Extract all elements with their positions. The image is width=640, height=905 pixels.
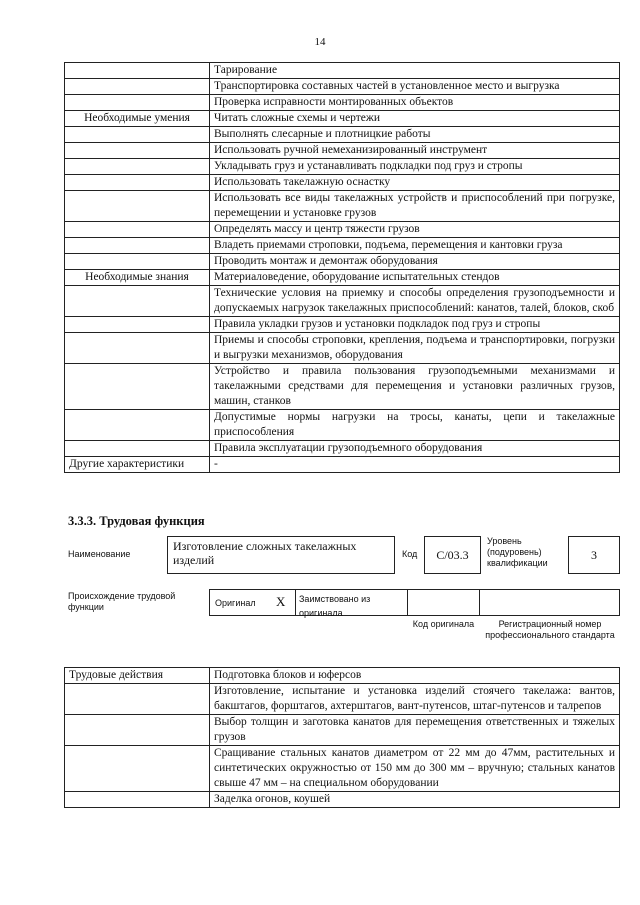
row-label — [65, 143, 210, 159]
original-label: Оригинал — [215, 598, 256, 608]
name-value: Изготовление сложных такелажных изделий — [167, 536, 395, 574]
table-row — [65, 143, 620, 159]
row-item: Использовать все виды такелажных устройств и приспособлений при погрузке, перемещении и установке грузов — [210, 191, 620, 222]
borrowed-cell — [295, 589, 408, 616]
code-original-cell — [407, 589, 480, 616]
row-label — [65, 254, 210, 270]
row-label — [65, 159, 210, 175]
name-label: Наименование — [68, 549, 131, 559]
table-row — [65, 317, 620, 333]
row-label: Необходимые знания — [65, 270, 210, 286]
row-label — [65, 222, 210, 238]
table-row — [65, 364, 620, 410]
row-label — [65, 79, 210, 95]
reg-number-cell — [479, 589, 620, 616]
table-row — [65, 254, 620, 270]
table-row — [65, 95, 620, 111]
row-label — [65, 684, 210, 715]
row-item: Проводить монтаж и демонтаж оборудования — [210, 254, 620, 270]
row-label — [65, 746, 210, 792]
level-label: Уровень (подуровень) квалификации — [487, 536, 548, 568]
table-row — [65, 668, 620, 684]
row-item: Владеть приемами строповки, подъема, перемещения и кантовки груза — [210, 238, 620, 254]
code-value: С/03.3 — [424, 536, 481, 574]
row-label — [65, 715, 210, 746]
row-item: Устройство и правила пользования грузоподъемными механизмами и такелажными средствами для перемещения и установки различных грузов, машин, станков — [210, 364, 620, 410]
table-row — [65, 127, 620, 143]
table-row — [65, 111, 620, 127]
reg-number-label: Регистрационный номер профессионального стандарта — [485, 619, 615, 640]
row-item: Укладывать груз и устанавливать подкладки под груз и стропы — [210, 159, 620, 175]
row-label — [65, 317, 210, 333]
section-title: 3.3.3. Трудовая функция — [68, 514, 205, 528]
original-cell — [209, 589, 296, 616]
row-label — [65, 127, 210, 143]
row-label — [65, 410, 210, 441]
row-label — [65, 333, 210, 364]
table-row — [65, 792, 620, 808]
row-label — [65, 238, 210, 254]
row-item: Материаловедение, оборудование испытательных стендов — [210, 270, 620, 286]
row-label: Необходимые умения — [65, 111, 210, 127]
skills-knowledge-table — [64, 62, 620, 473]
original-mark: X — [276, 594, 286, 609]
code-label: Код — [402, 549, 418, 559]
row-item: - — [210, 457, 620, 473]
row-label — [65, 364, 210, 410]
row-item: Изготовление, испытание и установка изделий стоячего такелажа: вантов, бакштагов, форштагов, ахтерштагов, вант-путенсов, штаг-путенсов и талрепов — [210, 684, 620, 715]
table-row — [65, 222, 620, 238]
table-row — [65, 159, 620, 175]
row-item: Приемы и способы строповки, крепления, подъема и транспортировки, погрузки и выгрузки механизмов, оборудования — [210, 333, 620, 364]
row-label — [65, 95, 210, 111]
borrowed-label: Заимствовано из оригинала — [299, 594, 371, 618]
table-row — [65, 746, 620, 792]
row-item: Допустимые нормы нагрузки на тросы, канаты, цепи и такелажные приспособления — [210, 410, 620, 441]
origin-label: Происхождение трудовой функции — [68, 591, 176, 612]
table-row — [65, 63, 620, 79]
row-item: Выполнять слесарные и плотницкие работы — [210, 127, 620, 143]
row-item: Тарирование — [210, 63, 620, 79]
row-item: Читать сложные схемы и чертежи — [210, 111, 620, 127]
table-row — [65, 79, 620, 95]
code-original-label: Код оригинала — [412, 619, 475, 629]
row-label — [65, 792, 210, 808]
table-row — [65, 175, 620, 191]
row-item: Транспортировка составных частей в установленное место и выгрузка — [210, 79, 620, 95]
table-row — [65, 410, 620, 441]
table-row — [65, 715, 620, 746]
row-label — [65, 175, 210, 191]
table-row — [65, 333, 620, 364]
row-label: Другие характеристики — [65, 457, 210, 473]
row-item: Правила эксплуатации грузоподъемного оборудования — [210, 441, 620, 457]
table-row — [65, 238, 620, 254]
row-label — [65, 63, 210, 79]
row-item: Использовать такелажную оснастку — [210, 175, 620, 191]
page-number: 14 — [314, 36, 326, 48]
table-row — [65, 457, 620, 473]
row-item: Заделка огонов, коушей — [210, 792, 620, 808]
row-label: Трудовые действия — [65, 668, 210, 684]
row-item: Проверка исправности монтированных объектов — [210, 95, 620, 111]
labor-actions-table — [64, 667, 620, 808]
row-item: Определять массу и центр тяжести грузов — [210, 222, 620, 238]
table-row — [65, 191, 620, 222]
level-value: 3 — [568, 536, 620, 574]
row-item: Технические условия на приемку и способы определения грузоподъемности и допускаемых нагрузок такелажных приспособлений: канатов, талей, блоков, скоб — [210, 286, 620, 317]
row-label — [65, 286, 210, 317]
row-item: Подготовка блоков и юферсов — [210, 668, 620, 684]
table-row — [65, 684, 620, 715]
row-item: Сращивание стальных канатов диаметром от 22 мм до 47мм, растительных и синтетических окружностью от 150 мм до 300 мм – вручную; стальных канатов свыше 47 мм – на специальном оборудовании — [210, 746, 620, 792]
table-row — [65, 441, 620, 457]
row-item: Выбор толщин и заготовка канатов для перемещения ответственных и тяжелых грузов — [210, 715, 620, 746]
row-label — [65, 191, 210, 222]
table-row — [65, 270, 620, 286]
table-row — [65, 286, 620, 317]
row-label — [65, 441, 210, 457]
row-item: Использовать ручной немеханизированный инструмент — [210, 143, 620, 159]
row-item: Правила укладки грузов и установки подкладок под груз и стропы — [210, 317, 620, 333]
